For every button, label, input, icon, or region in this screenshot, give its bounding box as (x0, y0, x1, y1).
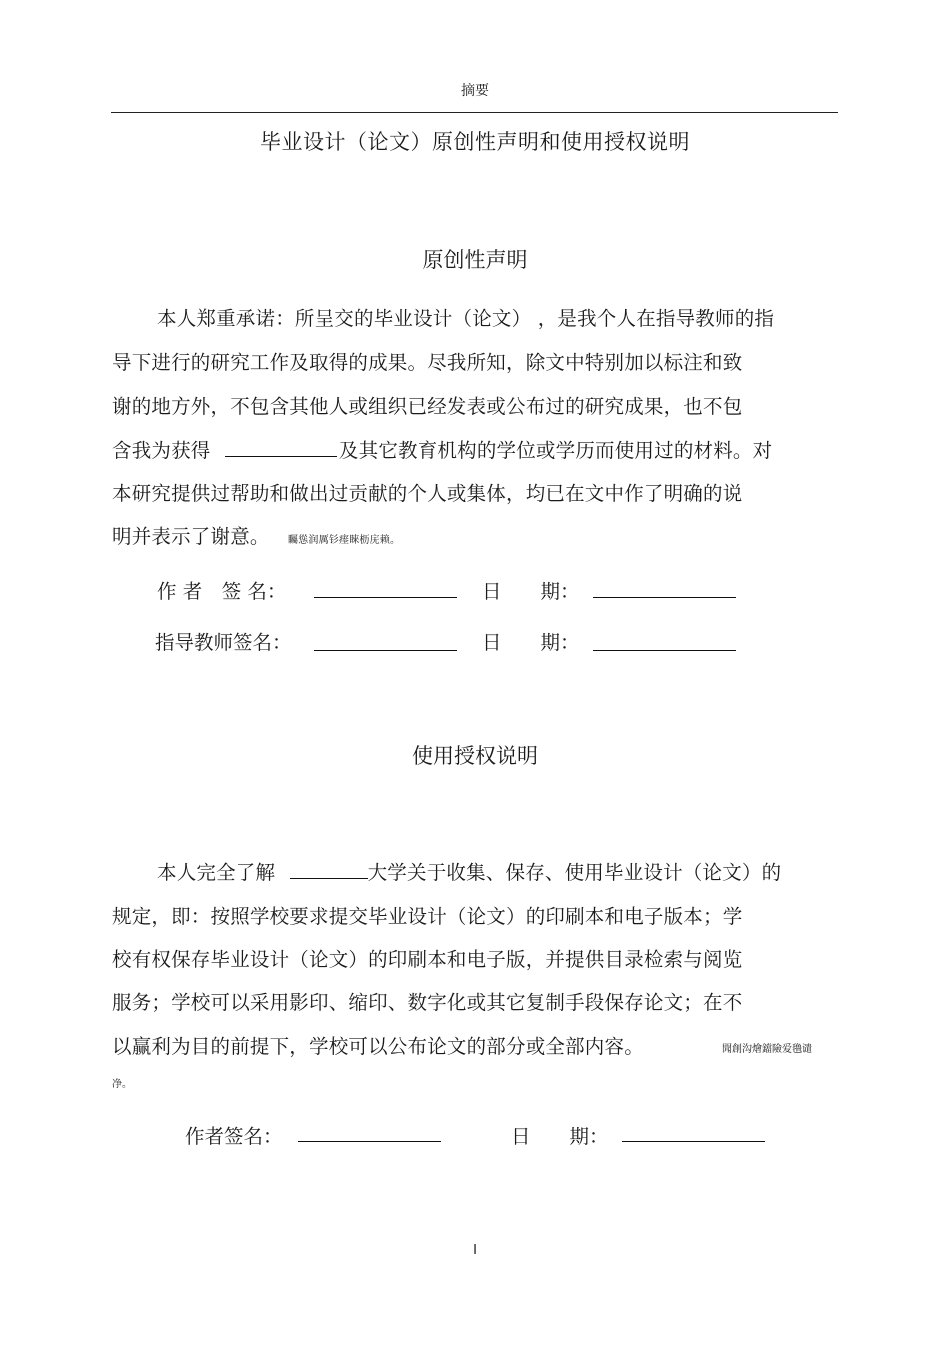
auth-author-signature-line[interactable] (298, 1141, 441, 1142)
originality-line-4-end: 及其它教育机构的学位或学历而使用过的材料。对 (338, 439, 773, 462)
authorization-line-1 (157, 857, 781, 885)
originality-line-5: 本研究提供过帮助和做出过贡献的个人或集体，均已在文中作了明确的说 (112, 482, 743, 505)
page-header-title: 摘要 (461, 83, 489, 99)
degree-blank-line (225, 438, 337, 457)
auth-date-label: 日 期： (511, 1125, 609, 1148)
originality-title: 原创性声明 (422, 248, 528, 272)
authorization-line-4: 服务；学校可以采用影印、缩印、数字化或其它复制手段保存论文；在不 (112, 991, 743, 1014)
originality-line-6 (112, 521, 400, 549)
author-signature-line[interactable] (314, 597, 457, 598)
document-title: 毕业设计（论文）原创性声明和使用授权说明 (260, 130, 690, 154)
auth-date-line[interactable] (622, 1141, 765, 1142)
header-divider (111, 112, 838, 113)
advisor-signature-label: 指导教师签名： (155, 631, 292, 654)
author-date-line[interactable] (593, 597, 736, 598)
author-signature-label: 作 者 签 名： (157, 580, 287, 603)
advisor-date-line[interactable] (593, 650, 736, 651)
originality-line-1: 本人郑重承诺：所呈交的毕业设计（论文） ，是我个人在指导教师的指 (157, 307, 775, 330)
page-number: I (473, 1243, 477, 1258)
originality-line-2: 导下进行的研究工作及取得的成果。尽我所知，除文中特别加以标注和致 (112, 351, 743, 374)
authorization-line-5: 以赢利为目的前提下，学校可以公布论文的部分或全部内容。 (112, 1035, 644, 1058)
originality-line-6-text: 明并表示了谢意。 (112, 525, 270, 548)
university-blank-line (290, 860, 368, 879)
authorization-line-3: 校有权保存毕业设计（论文）的印刷本和电子版，并提供目录检索与阅览 (112, 948, 743, 971)
author-date-label: 日 期： (482, 580, 580, 603)
advisor-signature-line[interactable] (314, 650, 457, 651)
auth-author-signature-label: 作者签名： (185, 1125, 283, 1148)
originality-note: 矚慫润厲钐瘗睞枥庑赖。 (288, 535, 401, 546)
authorization-line-1-start: 本人完全了解 (157, 861, 276, 884)
authorization-note: 聞創沟燴鐺險爱氇谴 (722, 1044, 812, 1055)
authorization-title: 使用授权说明 (412, 744, 538, 768)
advisor-date-label: 日 期： (482, 631, 580, 654)
authorization-line-1-end: 大学关于收集、保存、使用毕业设计（论文）的 (367, 861, 782, 884)
originality-line-4-start: 含我为获得 (112, 439, 211, 462)
originality-line-3: 谢的地方外，不包含其他人或组织已经发表或公布过的研究成果，也不包 (112, 395, 743, 418)
authorization-line-2: 规定，即：按照学校要求提交毕业设计（论文）的印刷本和电子版本；学 (112, 905, 743, 928)
originality-line-4 (112, 435, 772, 463)
authorization-note-tail: 净。 (112, 1079, 132, 1090)
